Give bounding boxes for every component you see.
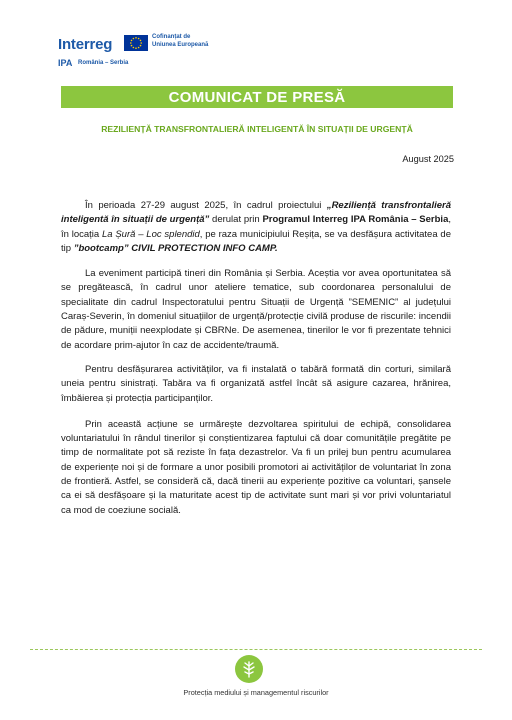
document-subtitle: REZILIENȚĂ TRANSFRONTALIERĂ INTELIGENTĂ ÎN SITUAȚII DE URGENȚĂ	[101, 124, 413, 134]
program-region: România – Serbia	[78, 60, 129, 66]
project-name: „Reziliență transfrontalieră inteligentă în situații de urgență”	[61, 200, 451, 226]
eu-line-2: Uniunea Europeană	[152, 42, 209, 48]
tree-icon	[235, 655, 263, 683]
p1-text-c: derulat prin	[209, 214, 263, 226]
p1-text-a: În perioada 27-29 august 2025, în cadrul proiectului	[85, 200, 327, 211]
paragraph-2: La eveniment participă tineri din România și Serbia. Aceștia vor avea oportunitatea să se pregătească, în cadrul unor ateliere tematice, sub coordonarea personalului de specialitate din cadrul Inspectoratului pentru Situații de Urgență ”SEMENIC” al județului Caraș-Severin, în domeniul situațiilor de urgență/protecție civilă produse de riscurile: incendii de pădure, muniții neexplodate și CBRNe. De asemenea, tinerilor le vor fi prezentate tehnici de acordare prim-ajutor în caz de accidente/traumă.	[61, 268, 451, 351]
activity-name: ”bootcamp” CIVIL PROTECTION INFO CAMP.	[73, 242, 278, 254]
banner-title: COMUNICAT DE PRESĂ	[168, 88, 346, 106]
p1-text-e: , în locația	[61, 214, 451, 240]
paragraph-4: Prin această acțiune se urmărește dezvoltarea spiritului de echipă, consolidarea voluntariatului în rândul tinerilor și conștientizarea faptului că doar comunitățile pregătite pe timp de normalitate pot să reziste în fața dezastrelor. Va fi un prilej bun pentru acumularea de experiențe noi și de formare a unor posibili promotori ai activităților de voluntariat în zona de frontieră. Astfel, se consideră că, dacă tinerii au experiențe pozitive ca voluntari, șansele ca ei să desfășoare și la maturitate acest tip de activitate sunt mari și vor privi voluntariatul ca mod de coeziune socială.	[61, 418, 451, 516]
interreg-wordmark: Interreg	[58, 36, 113, 53]
footer-caption: Protecția mediului și managementul riscurilor	[183, 688, 329, 697]
interreg-logo	[58, 30, 228, 72]
ipa-wordmark: IPA	[58, 58, 73, 68]
document-body	[61, 199, 451, 530]
press-release-banner	[61, 86, 453, 108]
eu-flag-icon	[124, 35, 148, 51]
document-date: August 2025	[402, 154, 454, 164]
program-name: Programul Interreg IPA România – Serbia	[262, 214, 449, 226]
footer-divider	[30, 649, 482, 650]
p1-text-g: , pe raza municipiului Reșița, se va desfășura activitatea de tip	[61, 228, 451, 254]
paragraph-1	[61, 199, 451, 256]
eu-line-1: Cofinanțat de	[152, 34, 191, 40]
paragraph-3: Pentru desfășurarea activităților, va fi instalată o tabără formată din corturi, similară uneia pentru sinistrați. Tabăra va fi organizată astfel încât să asigure cazarea, hrănirea, îmbăierea și protecția participanților.	[61, 363, 451, 404]
eu-cofinancing-label	[152, 33, 232, 49]
location-name: La Șură – Loc splendid	[101, 228, 200, 240]
